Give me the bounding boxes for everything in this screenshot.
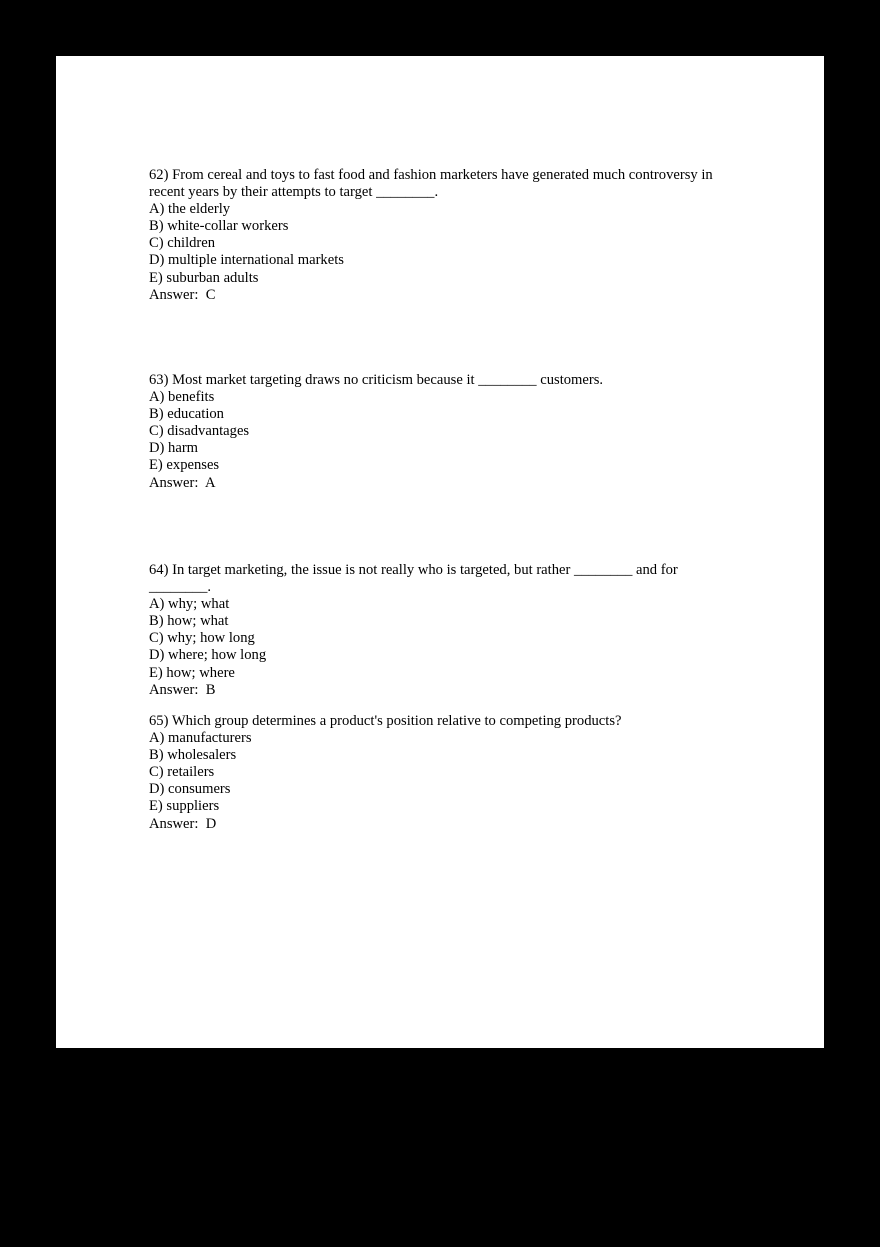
- option-b: B) wholesalers: [149, 747, 237, 764]
- option-a: A) the elderly: [149, 201, 231, 218]
- document-page: [56, 56, 824, 1048]
- option-b: B) white-collar workers: [149, 218, 289, 235]
- question-63: [149, 372, 739, 492]
- option-c: C) why; how long: [149, 630, 255, 647]
- question-62: [149, 167, 739, 304]
- option-d: D) harm: [149, 440, 199, 457]
- option-c: C) retailers: [149, 764, 215, 781]
- option-d: D) consumers: [149, 781, 231, 798]
- question-64: [149, 562, 739, 699]
- question-stem: 62) From cereal and toys to fast food and fashion marketers have generated much controversy in recent years by their attempts to target ________.: [149, 167, 717, 201]
- option-a: A) why; what: [149, 596, 230, 613]
- question-stem: 64) In target marketing, the issue is not really who is targeted, but rather ________ and for ________.: [149, 562, 682, 596]
- option-a: A) benefits: [149, 389, 215, 406]
- question-stem: 65) Which group determines a product's position relative to competing products?: [149, 713, 622, 729]
- option-e: E) how; where: [149, 664, 235, 681]
- option-c: C) disadvantages: [149, 423, 250, 440]
- answer: Answer: B: [149, 681, 216, 698]
- option-d: D) where; how long: [149, 647, 267, 664]
- option-b: B) education: [149, 406, 224, 423]
- question-65: [149, 713, 739, 833]
- option-e: E) suppliers: [149, 798, 220, 815]
- option-b: B) how; what: [149, 613, 229, 630]
- option-a: A) manufacturers: [149, 730, 252, 747]
- option-d: D) multiple international markets: [149, 252, 344, 269]
- question-stem: 63) Most market targeting draws no criticism because it ________ customers.: [149, 372, 604, 388]
- option-c: C) children: [149, 235, 216, 252]
- answer: Answer: C: [149, 286, 216, 303]
- option-e: E) suburban adults: [149, 269, 259, 286]
- answer: Answer: D: [149, 815, 217, 832]
- option-e: E) expenses: [149, 457, 220, 474]
- answer: Answer: A: [149, 474, 216, 491]
